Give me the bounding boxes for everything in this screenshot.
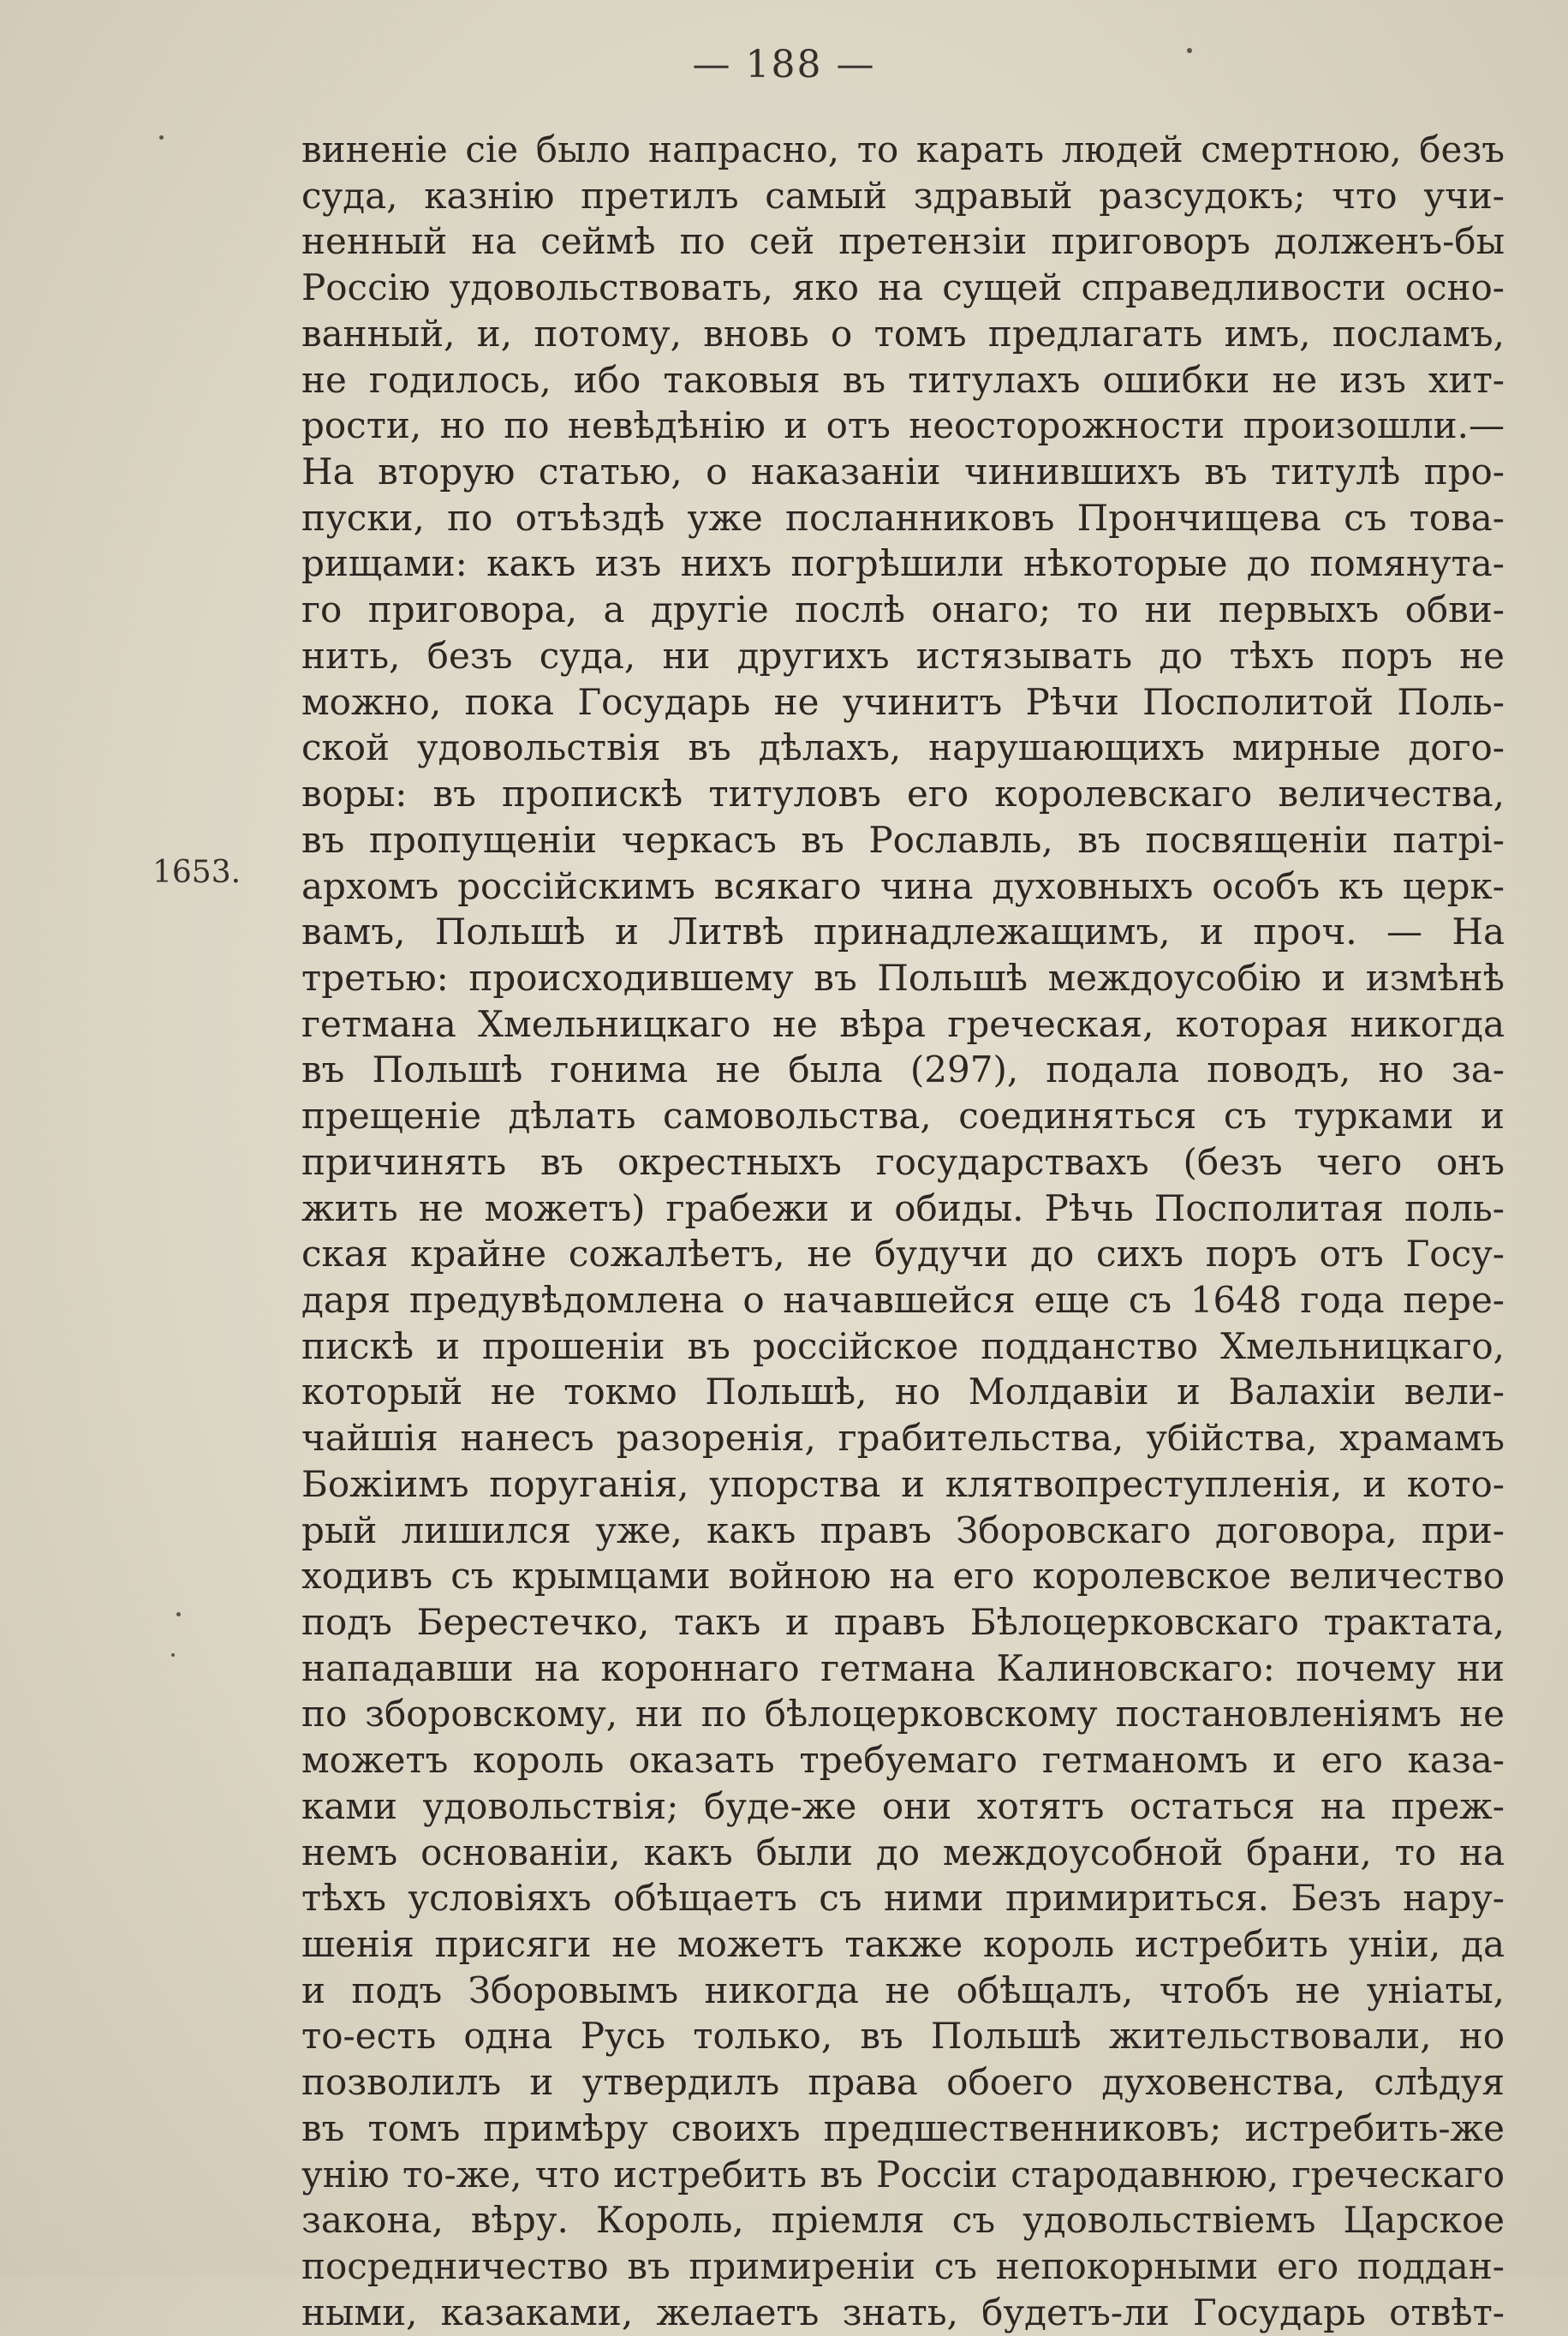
text-line: причинять въ окрестныхъ государствахъ (безъ чего онъ xyxy=(301,1140,1505,1183)
text-line: посредничество въ примиреніи съ непокорными его поддан- xyxy=(301,2245,1505,2288)
text-line: закона, вѣру. Король, пріемля съ удовольствіемъ Царское xyxy=(301,2199,1505,2242)
text-line: въ пропущеніи черкасъ въ Рославль, въ посвященіи патрі- xyxy=(301,818,1505,861)
text-line: рый лишился уже, какъ правъ Зборовскаго договора, при- xyxy=(301,1509,1505,1551)
text-line: можно, пока Государь не учинитъ Рѣчи Посполитой Поль- xyxy=(301,680,1505,723)
text-line: по зборовскому, ни по бѣлоцерковскому постановленіямъ не xyxy=(301,1693,1505,1736)
text-line: вамъ, Польшѣ и Литвѣ принадлежащимъ, и проч. — На xyxy=(301,911,1505,953)
text-line: рищами: какъ изъ нихъ погрѣшили нѣкоторые до помянута- xyxy=(301,542,1505,585)
text-line: немъ основаніи, какъ были до междоусобной брани, то на xyxy=(301,1831,1505,1873)
paper-speck xyxy=(159,135,164,140)
text-line: прещеніе дѣлать самовольства, соединяться съ турками и xyxy=(301,1095,1505,1138)
text-line: Россію удовольствовать, яко на сущей справедливости осно- xyxy=(301,266,1505,309)
text-line: чайшія нанесъ разоренія, грабительства, убійства, храмамъ xyxy=(301,1417,1505,1460)
paper-speck xyxy=(1187,48,1192,53)
text-line: можетъ король оказать требуемаго гетманомъ и его каза- xyxy=(301,1739,1505,1782)
text-line: то-есть одна Русь только, въ Польшѣ жительствовали, но xyxy=(301,2015,1505,2058)
text-line: жить не можетъ) грабежи и обиды. Рѣчь Посполитая поль- xyxy=(301,1186,1505,1229)
text-line: воры: въ пропискѣ титуловъ его королевскаго величества, xyxy=(301,773,1505,816)
margin-year-note: 1653. xyxy=(152,855,241,890)
text-line: ненный на сеймѣ по сей претензіи приговоръ долженъ-бы xyxy=(301,220,1505,263)
text-line: На вторую статью, о наказаніи чинившихъ въ титулѣ про- xyxy=(301,451,1505,493)
text-line: ская крайне сожалѣетъ, не будучи до сихъ поръ отъ Госу- xyxy=(301,1233,1505,1276)
text-line: ными, казаками, желаетъ знать, будетъ-ли Государь отвѣт- xyxy=(301,2291,1505,2333)
text-line: ками удовольствія; буде-же они хотятъ остаться на преж- xyxy=(301,1784,1505,1827)
text-line: и подъ Зборовымъ никогда не обѣщалъ, чтобъ не уніаты, xyxy=(301,1969,1505,2011)
text-line: даря предувѣдомлена о начавшейся еще съ 1648 года пере- xyxy=(301,1278,1505,1321)
text-line: позволилъ и утвердилъ права обоего духовенства, слѣдуя xyxy=(301,2061,1505,2104)
text-line: нить, безъ суда, ни другихъ истязывать до тѣхъ поръ не xyxy=(301,634,1505,677)
text-line: ванный, и, потому, вновь о томъ предлагать имъ, посламъ, xyxy=(301,312,1505,355)
text-line: рости, но по невѣдѣнію и отъ неосторожности произошли.— xyxy=(301,404,1505,447)
text-line: въ томъ примѣру своихъ предшественниковъ; истребить-же xyxy=(301,2106,1505,2149)
text-line: ходивъ съ крымцами войною на его королевское величество xyxy=(301,1555,1505,1598)
text-line: шенія присяги не можетъ также король истребить уніи, да xyxy=(301,1923,1505,1966)
text-line: который не токмо Польшѣ, но Молдавіи и Валахіи вели- xyxy=(301,1371,1505,1413)
paper-speck xyxy=(176,1612,181,1616)
text-line: ской удовольствія въ дѣлахъ, нарушающихъ мирные дого- xyxy=(301,726,1505,769)
text-line: въ Польшѣ гонима не была (297), подала поводъ, но за- xyxy=(301,1049,1505,1091)
text-line: не годилось, ибо таковыя въ титулахъ ошибки не изъ хит- xyxy=(301,358,1505,401)
text-line: нападавши на короннаго гетмана Калиновскаго: почему ни xyxy=(301,1646,1505,1689)
text-line: пуски, по отъѣздѣ уже посланниковъ Прончищева съ това- xyxy=(301,496,1505,539)
page-number: — 188 — xyxy=(692,43,876,87)
text-line: пискѣ и прошеніи въ россійское подданство Хмельницкаго, xyxy=(301,1324,1505,1367)
text-line: виненіе сіе было напрасно, то карать людей смертною, безъ xyxy=(301,128,1505,170)
text-line: подъ Берестечко, такъ и правъ Бѣлоцерковскаго трактата, xyxy=(301,1601,1505,1643)
body-text xyxy=(301,127,1505,2336)
text-line: суда, казнію претилъ самый здравый разсудокъ; что учи- xyxy=(301,174,1505,217)
text-line: архомъ россійскимъ всякаго чина духовныхъ особъ къ церк- xyxy=(301,864,1505,907)
paper-speck xyxy=(171,1653,175,1657)
text-line: гетмана Хмельницкаго не вѣра греческая, которая никогда xyxy=(301,1002,1505,1045)
text-line: унію то-же, что истребить въ Россіи стародавнюю, греческаго xyxy=(301,2153,1505,2196)
text-line: третью: происходившему въ Польшѣ междоусобію и измѣнѣ xyxy=(301,956,1505,999)
text-line: тѣхъ условіяхъ обѣщаетъ съ ними примириться. Безъ нару- xyxy=(301,1877,1505,1920)
text-line: Божіимъ поруганія, упорства и клятвопреступленія, и кото- xyxy=(301,1462,1505,1505)
text-line: го приговора, а другіе послѣ онаго; то ни первыхъ обви- xyxy=(301,588,1505,631)
